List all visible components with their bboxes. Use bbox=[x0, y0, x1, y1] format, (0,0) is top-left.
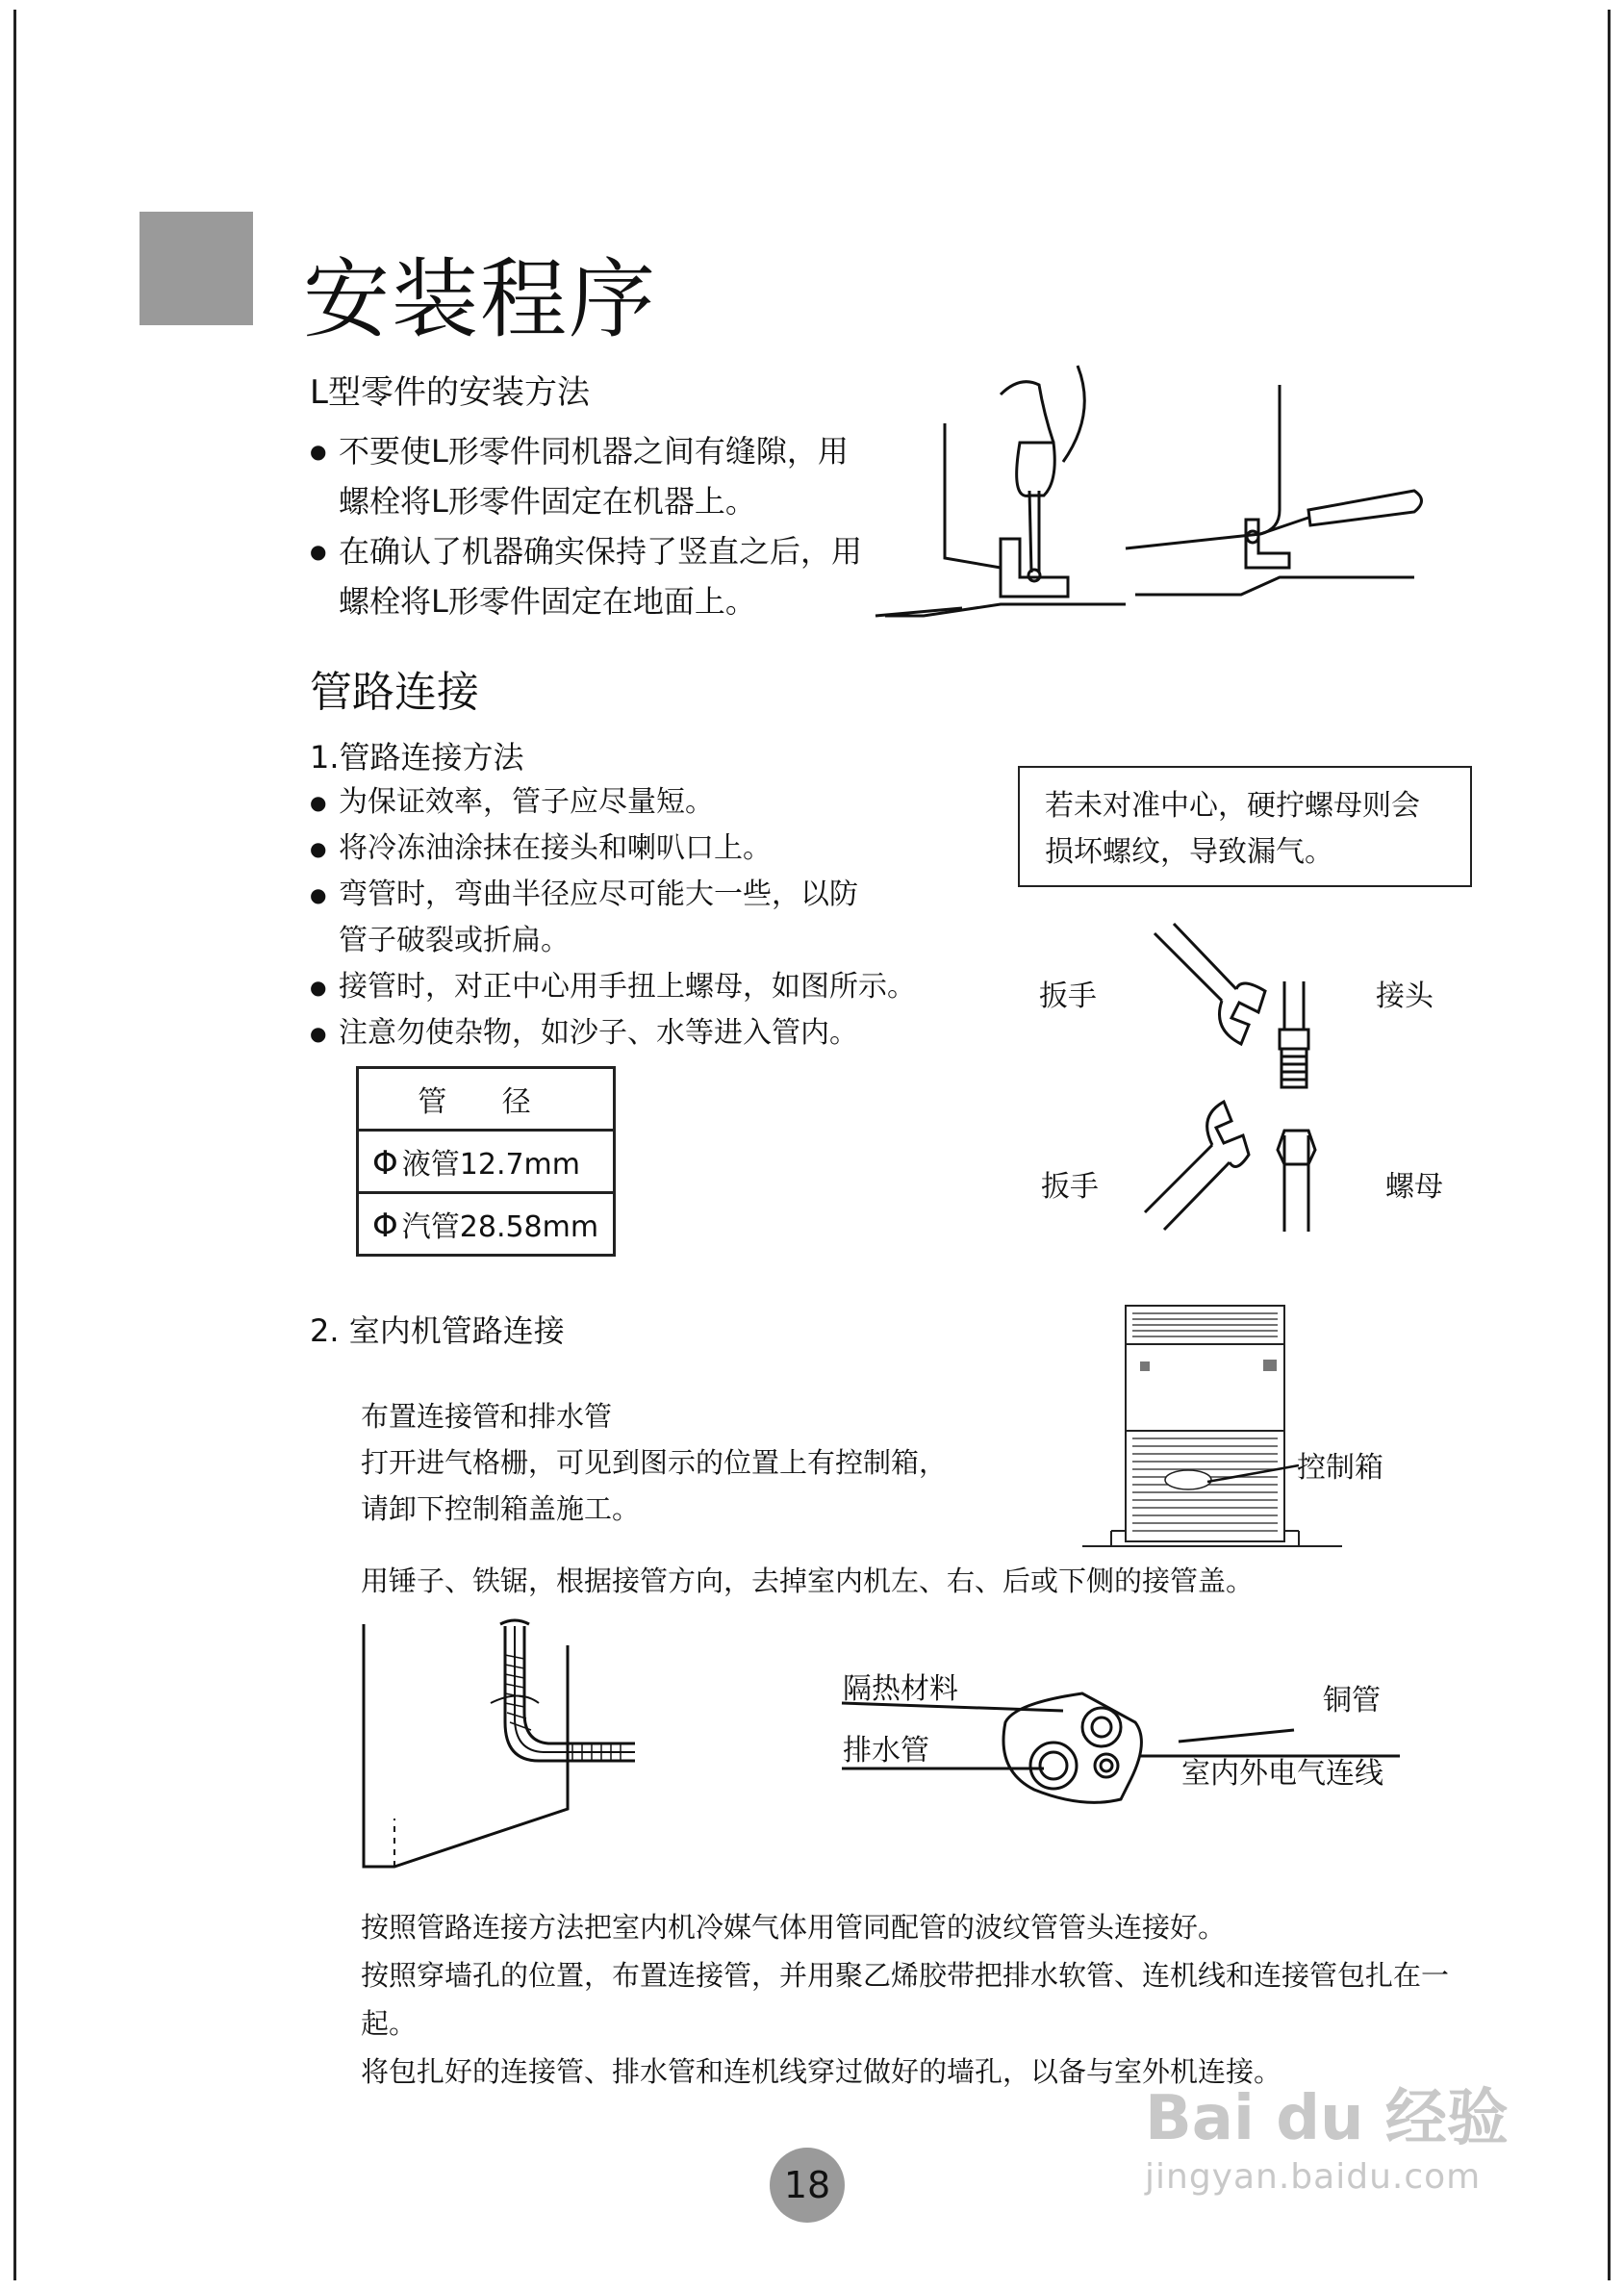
wire-label: 室内外电气连线 bbox=[1181, 1757, 1383, 1791]
pipe-table-row-liquid: Φ 液管12.7mm bbox=[358, 1131, 615, 1193]
pipe-table-header: 管 径 bbox=[358, 1068, 615, 1131]
joint-label: 接头 bbox=[1376, 980, 1434, 1013]
page-number: 18 bbox=[770, 2148, 845, 2223]
piping-bullet-1: ● 为保证效率，管子应尽量短。 bbox=[310, 779, 1002, 826]
section-marker bbox=[140, 212, 253, 325]
final-para-3: 将包扎好的连接管、排水管和连机线穿过做好的墙孔，以备与室外机连接。 bbox=[361, 2055, 1282, 2088]
watermark-logo: Bai du 经验 bbox=[1145, 2083, 1509, 2154]
piping-bullets bbox=[310, 779, 1002, 1056]
l-part-illustration bbox=[875, 356, 1434, 625]
knock-out-text: 用锤子、铁锯，根据接管方向，去掉室内机左、右、后或下侧的接管盖。 bbox=[361, 1565, 1255, 1597]
piping-bullet-2: ● 将冷冻油涂抹在接头和喇叭口上。 bbox=[310, 826, 1002, 872]
phi-symbol-icon: Φ bbox=[372, 1144, 398, 1183]
copper-pipe-label: 铜管 bbox=[1323, 1684, 1381, 1718]
phi-symbol-icon: Φ bbox=[372, 1207, 398, 1245]
indoor-heading: 2. 室内机管路连接 bbox=[310, 1312, 565, 1349]
wrench-label-2: 扳手 bbox=[1041, 1170, 1099, 1204]
l-part-bullets bbox=[310, 426, 877, 626]
nut-label: 螺母 bbox=[1385, 1170, 1443, 1204]
pipe-routing-illustration bbox=[356, 1616, 645, 1876]
pipe-table-row-gas: Φ 汽管28.58mm bbox=[358, 1193, 615, 1256]
wrench-label-1: 扳手 bbox=[1039, 980, 1097, 1013]
indoor-para-1: 布置连接管和排水管 bbox=[361, 1400, 613, 1433]
indoor-para-3: 请卸下控制箱盖施工。 bbox=[361, 1492, 641, 1525]
final-para-2: 按照穿墙孔的位置，布置连接管，并用聚乙烯胶带把排水软管、连机线和连接管包扎在一起。 bbox=[361, 1959, 1450, 2040]
drain-pipe-label: 排水管 bbox=[843, 1734, 929, 1768]
piping-bullet-4: ● 接管时，对正中心用手扭上螺母，如图所示。 bbox=[310, 964, 1002, 1010]
indoor-para-2: 打开进气格栅，可见到图示的位置上有控制箱， bbox=[361, 1446, 948, 1479]
baidu-watermark bbox=[1145, 2069, 1509, 2197]
l-part-bullet-1: ● 不要使L形零件同机器之间有缝隙，用螺栓将L形零件固定在机器上。 bbox=[310, 426, 877, 526]
insulation-label: 隔热材料 bbox=[843, 1672, 958, 1706]
control-box-label: 控制箱 bbox=[1297, 1451, 1383, 1485]
page-title: 安装程序 bbox=[303, 249, 657, 350]
l-part-bullet-2: ● 在确认了机器确实保持了竖直之后，用螺栓将L形零件固定在地面上。 bbox=[310, 526, 877, 626]
l-part-heading: L型零件的安装方法 bbox=[310, 373, 590, 412]
watermark-url: jingyan.baidu.com bbox=[1145, 2157, 1482, 2197]
indoor-unit-illustration bbox=[1082, 1304, 1342, 1554]
piping-method-heading: 1.管路连接方法 bbox=[310, 739, 524, 776]
pipe-diameter-table bbox=[356, 1066, 616, 1257]
warning-note: 若未对准中心，硬拧螺母则会损坏螺纹，导致漏气。 bbox=[1018, 766, 1472, 887]
piping-heading: 管路连接 bbox=[310, 668, 479, 717]
piping-bullet-5: ● 注意勿使杂物，如沙子、水等进入管内。 bbox=[310, 1010, 1002, 1056]
indoor-paragraphs bbox=[361, 1393, 1053, 1532]
piping-bullet-3: ● 弯管时，弯曲半径应尽可能大一些，以防管子破裂或折扁。 bbox=[310, 872, 877, 964]
wrench-diagram bbox=[1116, 924, 1366, 1251]
final-para-1: 按照管路连接方法把室内机冷媒气体用管同配管的波纹管管头连接好。 bbox=[361, 1911, 1227, 1944]
final-paragraphs bbox=[361, 1903, 1458, 2096]
